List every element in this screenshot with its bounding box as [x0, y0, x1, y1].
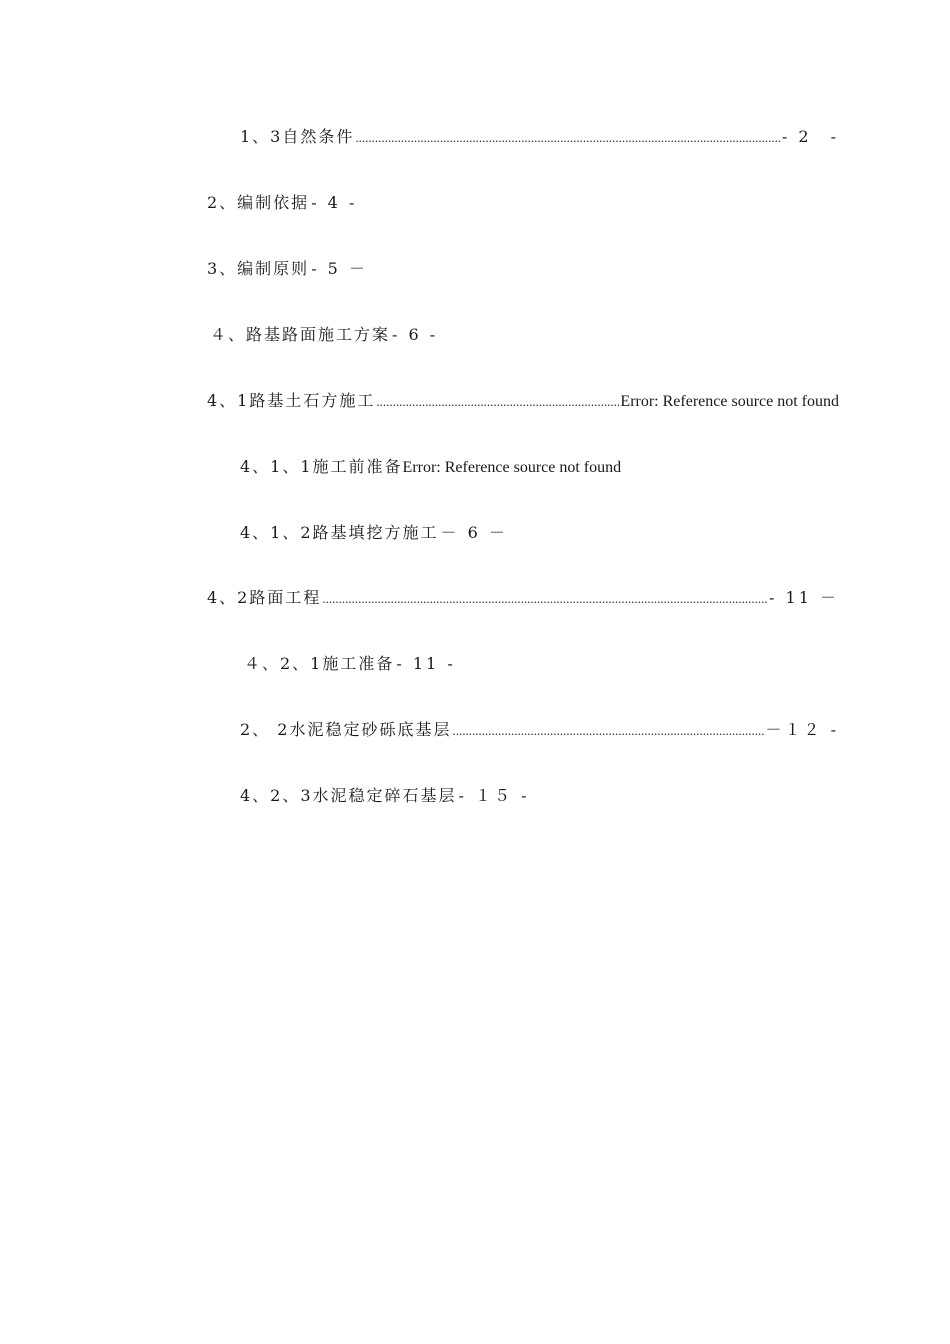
toc-entry-title: 2、 2水泥稳定砂砾底基层 [240, 720, 452, 739]
toc-entry-page: - 5 － [311, 259, 368, 278]
toc-leader-dots [452, 719, 764, 743]
toc-entry-title: 2、编制依据 [207, 193, 310, 212]
toc-entry[interactable] [210, 323, 438, 347]
toc-entry-title: 1、3自然条件 [240, 127, 355, 146]
toc-entry[interactable] [240, 455, 621, 479]
toc-entry-title: 4、1路基土石方施工 [207, 391, 376, 410]
toc-entry-title: 4、2路面工程 [207, 588, 322, 607]
toc-leader-dots [376, 390, 619, 414]
toc-entry[interactable] [240, 521, 508, 545]
toc-entry[interactable] [244, 652, 456, 676]
toc-entry-page: - 2 - [781, 127, 839, 146]
toc-entry-title: ４、2、1施工准备 [244, 654, 395, 673]
toc-entry[interactable] [207, 191, 357, 215]
toc-entry[interactable] [207, 389, 839, 413]
toc-entry-page: Error: Reference source not found [620, 393, 839, 410]
toc-entry-page: - 11 － [769, 588, 839, 607]
toc-leader-dots [355, 126, 781, 150]
toc-entry[interactable] [240, 718, 839, 742]
toc-entry[interactable] [240, 125, 839, 149]
toc-entry-title: 3、编制原则 [207, 259, 310, 278]
toc-entry-page: - 4 - [311, 193, 358, 212]
toc-entry-page: Error: Reference source not found [402, 459, 622, 476]
toc-entry-title: 4、2、3水泥稳定碎石基层 [240, 786, 457, 805]
toc-entry[interactable] [240, 784, 530, 808]
toc-entry-title: ４、路基路面施工方案 [210, 325, 391, 344]
toc-entry-page: - 11 - [396, 654, 456, 673]
toc-entry-page: －１２ - [765, 720, 839, 739]
toc-entry-page: - 6 - [392, 325, 439, 344]
toc-entry-page: - １５ - [458, 786, 530, 805]
toc-entry[interactable] [207, 586, 839, 610]
toc-entry-title: 4、1、1施工前准备 [240, 457, 403, 476]
toc-entry[interactable] [207, 257, 368, 281]
toc-entry-title: 4、1、2路基填挖方施工 [240, 523, 439, 542]
toc-leader-dots [322, 587, 768, 611]
toc-entry-page: － 6 － [440, 523, 508, 542]
